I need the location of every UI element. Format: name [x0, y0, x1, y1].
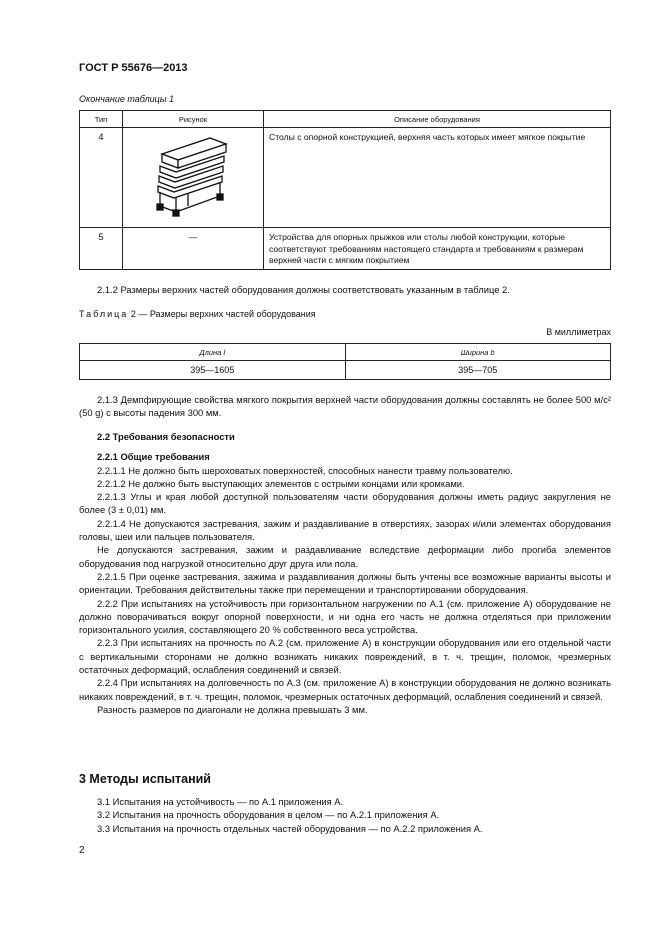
table1-caption: Окончание таблицы 1	[79, 94, 174, 104]
col-figure: Рисунок	[123, 111, 264, 128]
table-2	[79, 343, 611, 380]
list-item: 2.2.4 При испытаниях на долговечность по А.3 (см. приложение А) в конструкции оборудования не должно возникать никаких повреждений, в т. ч. трещин, поломок, чрезмерных остаточных деформаций, ослабления соединений и связей.	[79, 677, 611, 702]
page-number: 2	[79, 845, 85, 856]
row-type: 5	[80, 228, 123, 270]
col-description: Описание оборудования	[264, 111, 611, 128]
section-3	[79, 772, 611, 835]
section-title: 3 Методы испытаний	[79, 772, 211, 786]
list-item: 3.1 Испытания на устойчивость — по А.1 приложения А.	[97, 796, 344, 807]
col-length: Длина l	[80, 344, 346, 361]
table-header-row	[80, 344, 611, 361]
length-value: 395—1605	[80, 361, 346, 380]
row-description: Столы с опорной конструкцией, верхняя часть которых имеет мягкое покрытие	[264, 128, 611, 228]
width-value: 395—705	[345, 361, 611, 380]
col-type: Тип	[80, 111, 123, 128]
row-type: 4	[80, 128, 123, 228]
paragraph-2-1-3: 2.1.3 Демпфирующие свойства мягкого покрытия верхней части оборудования должны составлять не более 500 м/с² (50 g) с высоты падения 300 мм.	[79, 394, 611, 419]
section-2-2	[79, 430, 611, 716]
list-item: 2.2.1.3 Углы и края любой доступной пользователям части оборудования должны иметь радиус закругления не более (3 ± 0,01) мм.	[79, 491, 611, 516]
list-item: 2.2.2 При испытаниях на устойчивость при горизонтальном нагружении по А.1 (см. приложение А) оборудование не должно поворачиваться вокруг опорной поверхности, и ни одна его часть не должна отделяться при приложении горизонтального усилия, составляющего 20 % собственного веса устройства.	[79, 597, 611, 636]
list-item: 2.2.1.1 Не должно быть шероховатых поверхностей, способных нанести травму пользователю.	[97, 464, 513, 476]
equipment-drawing	[123, 128, 264, 228]
col-width: Ширина b	[345, 344, 611, 361]
row-figure: —	[123, 228, 264, 270]
row-description: Устройства для опорных прыжков или столы любой конструкции, которые соответствуют требованиям настоящего стандарта и требованиям к размерам верхней части с мягким покрытием	[264, 228, 611, 270]
document-header: ГОСТ Р 55676—2013	[79, 62, 188, 74]
list-item: Разность размеров по диагонали не должна превышать 3 мм.	[97, 703, 368, 715]
section-title: 2.2 Требования безопасности	[97, 431, 235, 442]
table2-caption: Таблица 2 — Размеры верхних частей оборудования	[79, 309, 316, 319]
table-row	[80, 228, 611, 270]
units-note: В миллиметрах	[546, 327, 611, 337]
table-row	[80, 128, 611, 228]
table-header-row	[80, 111, 611, 128]
list-item: 3.3 Испытания на прочность отдельных частей оборудования — по А.2.2 приложения А.	[97, 822, 483, 834]
subsection-title: 2.2.1 Общие требования	[97, 451, 210, 463]
table-row	[80, 361, 611, 380]
table-1	[79, 110, 611, 270]
list-item: 2.2.1.4 Не допускаются застревания, зажим и раздавливание в отверстиях, зазорах и/или элементах оборудования головы, шеи или пальцев пользователя.	[79, 517, 611, 543]
list-item: 2.2.3 При испытаниях на прочность по А.2 (см. приложение А) в конструкции оборудования или его отдельной части с вертикальными сторонами не должно возникать никаких повреждений, в т. ч. трещин, поломок, чрезмерных остаточных деформаций, ослабления соединений и связей.	[79, 637, 611, 676]
list-item: Не допускаются застревания, зажим и раздавливание вследствие деформации либо прогиба элементов оборудования под нагрузкой относительно друг друга или пола.	[79, 544, 611, 569]
padded-table-icon	[148, 132, 238, 222]
list-item: 2.2.1.2 Не должно быть выступающих элементов с острыми концами или кромками.	[97, 477, 465, 489]
list-item: 3.2 Испытания на прочность оборудования в целом — по А.2.1 приложения А.	[97, 809, 440, 821]
paragraph-2-1-2: 2.1.2 Размеры верхних частей оборудования должны соответствовать указанным в таблице 2.	[97, 284, 510, 295]
list-item: 2.2.1.5 При оценке застревания, зажима и раздавливания должны быть учтены все возможные варианты высоты и ориентации. Требования действительны также при перемещении и транспортировании оборудования.	[79, 570, 611, 596]
